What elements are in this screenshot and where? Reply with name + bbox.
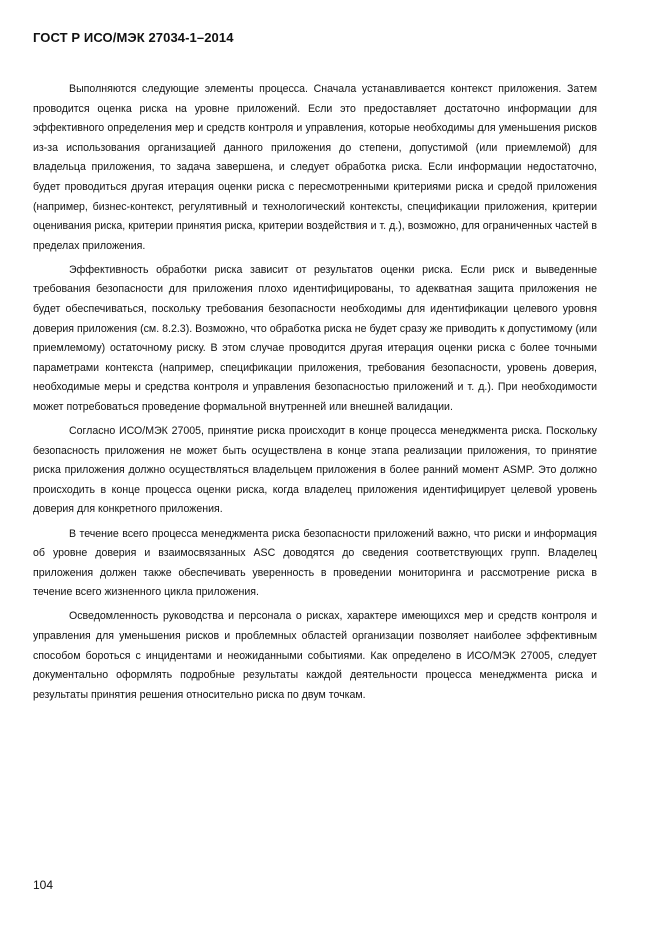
page-number: 104 [33, 878, 54, 892]
paragraph-process-elements: Выполняются следующие элементы процесса. Сначала устанавливается контекст приложения. Затем проводится оценка риска на уровне приложений. Если это предоставляет достаточно информации для эффективного определения мер и средств контроля и управления, которые необходимы для уменьшения рисков из-за использования организацией данного приложения до степени, допустимой (или приемлемой) для владельца приложения, то задача завершена, и следует обработка риска. Если информации недостаточно, будет проводиться другая итерация оценки риска с пересмотренными критериями риска и средой приложения (например, бизнес-контекст, регулятивный и технологический контексты, спецификации приложения, критерии оценивания риска, критерии принятия риска, критерии воздействия и т. д.), возможно, для ограниченных частей в пределах приложения. [33, 83, 597, 252]
document-header-standard-code: ГОСТ Р ИСО/МЭК 27034-1–2014 [33, 30, 234, 45]
paragraph-risk-acceptance: Согласно ИСО/МЭК 27005, принятие риска происходит в конце процесса менеджмента риска. Поскольку безопасность приложения не может быть осуществлена в конце этапа реализации приложения, то принятие риска приложения должно осуществляться владельцем приложения в более ранний момент ASMP. Это должно происходить в конце процесса оценки риска, когда владелец приложения идентифицирует целевой уровень доверия для конкретного приложения. [33, 425, 597, 516]
paragraph-risk-awareness: Осведомленность руководства и персонала о рисках, характере имеющихся мер и средств контроля и управления для уменьшения рисков и проблемных областей организации позволяет наиболее эффективным способом бороться с инцидентами и неожиданными событиями. Как определено в ИСО/МЭК 27005, следует документально оформлять подробные результаты каждой деятельности процесса менеджмента риска и результаты принятия решения относительно риска по двум точкам. [33, 610, 597, 701]
paragraph-risk-treatment: Эффективность обработки риска зависит от результатов оценки риска. Если риск и выведенные требования безопасности для приложения плохо идентифицированы, то адекватная защита приложения не будет обеспечиваться, поскольку требования безопасности необходимы для идентификации целевого уровня доверия приложения (см. 8.2.3). Возможно, что обработка риска не будет сразу же приводить к допустимому (или приемлемому) остаточному риску. В этом случае проводится другая итерация оценки риска с более точными параметрами контекста (например, спецификации приложения, требования безопасности, уровень доверия, необходимые меры и средства контроля и управления безопасностью приложений и т. д.). При необходимости может потребоваться проведение формальной внутренней или внешней валидации. [33, 263, 597, 413]
document-body [33, 80, 597, 710]
paragraph-risk-communication: В течение всего процесса менеджмента риска безопасности приложений важно, что риски и информация об уровне доверия и взаимосвязанных ASC доводятся до сведения соответствующих групп. Владелец приложения должен также обеспечивать уверенность в проведении мониторинга и рассмотрение риска в течение всего жизненного цикла приложения. [33, 527, 597, 599]
